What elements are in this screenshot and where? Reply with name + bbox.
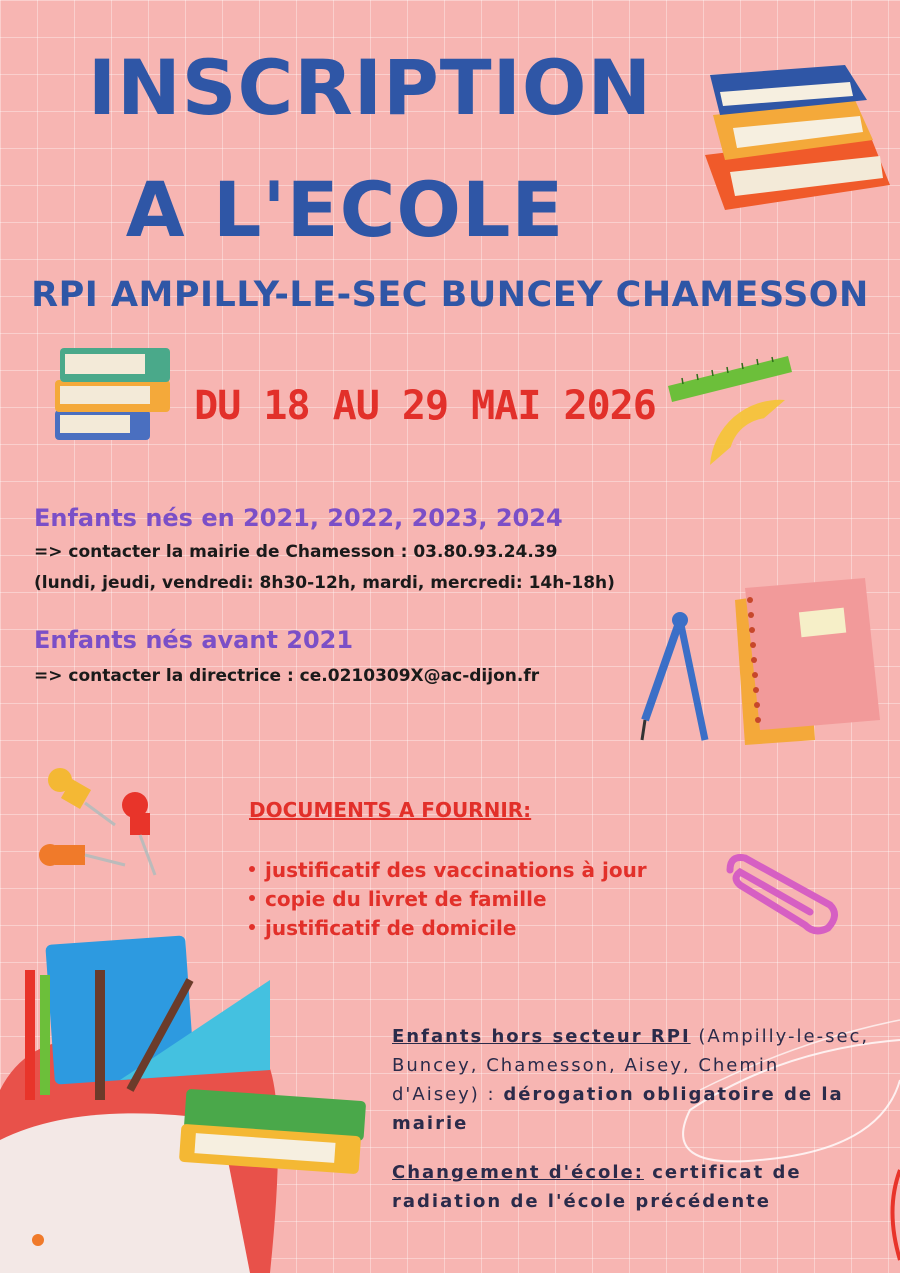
paperclip-icon [720, 850, 840, 935]
page-subtitle: RPI AMPILLY-LE-SEC BUNCEY CHAMESSON [31, 275, 869, 315]
school-bag-icon [0, 930, 380, 1273]
page-title-line2: A L'ECOLE [125, 165, 565, 254]
bullet-icon [249, 924, 255, 930]
documents-item: justificatif de domicile [249, 914, 647, 943]
hors-secteur-detail: (Ampilly-le-sec, Buncey, Chamesson, Aisey, Chemin d'Aisey) : [392, 1026, 870, 1105]
section1-heading: Enfants nés en 2021, 2022, 2023, 2024 [34, 504, 563, 532]
documents-item: justificatif des vaccinations à jour [249, 856, 647, 885]
section1-hours: (lundi, jeudi, vendredi: 8h30-12h, mardi, mercredi: 14h-18h) [34, 573, 615, 593]
books-stack-left-icon [50, 340, 180, 450]
section1-contact: => contacter la mairie de Chamesson : 03.80.93.24.39 [34, 542, 558, 562]
documents-list [249, 856, 647, 943]
compass-icon [630, 600, 710, 750]
bullet-icon [249, 866, 255, 872]
books-stack-icon [695, 60, 895, 220]
hors-secteur-label: Enfants hors secteur RPI [392, 1026, 691, 1047]
notebooks-icon [705, 570, 885, 750]
hors-secteur-note [392, 1022, 872, 1138]
documents-heading: DOCUMENTS A FOURNIR: [249, 798, 532, 822]
documents-item: copie du livret de famille [249, 885, 647, 914]
changement-label: Changement d'école: [392, 1162, 644, 1183]
bullet-icon [249, 895, 255, 901]
section2-heading: Enfants nés avant 2021 [34, 626, 354, 654]
changement-text: certificat de radiation de l'école précédente [392, 1162, 802, 1212]
page-title-line1: INSCRIPTION [87, 43, 653, 132]
protractor-icon [705, 390, 790, 470]
changement-note [392, 1158, 872, 1216]
section2-contact: => contacter la directrice : ce.0210309X@ac-dijon.fr [34, 666, 540, 686]
registration-dates: DU 18 AU 29 MAI 2026 [194, 383, 656, 429]
pushpins-icon [40, 765, 180, 885]
hors-secteur-bold: dérogation obligatoire de la mairie [392, 1084, 844, 1134]
